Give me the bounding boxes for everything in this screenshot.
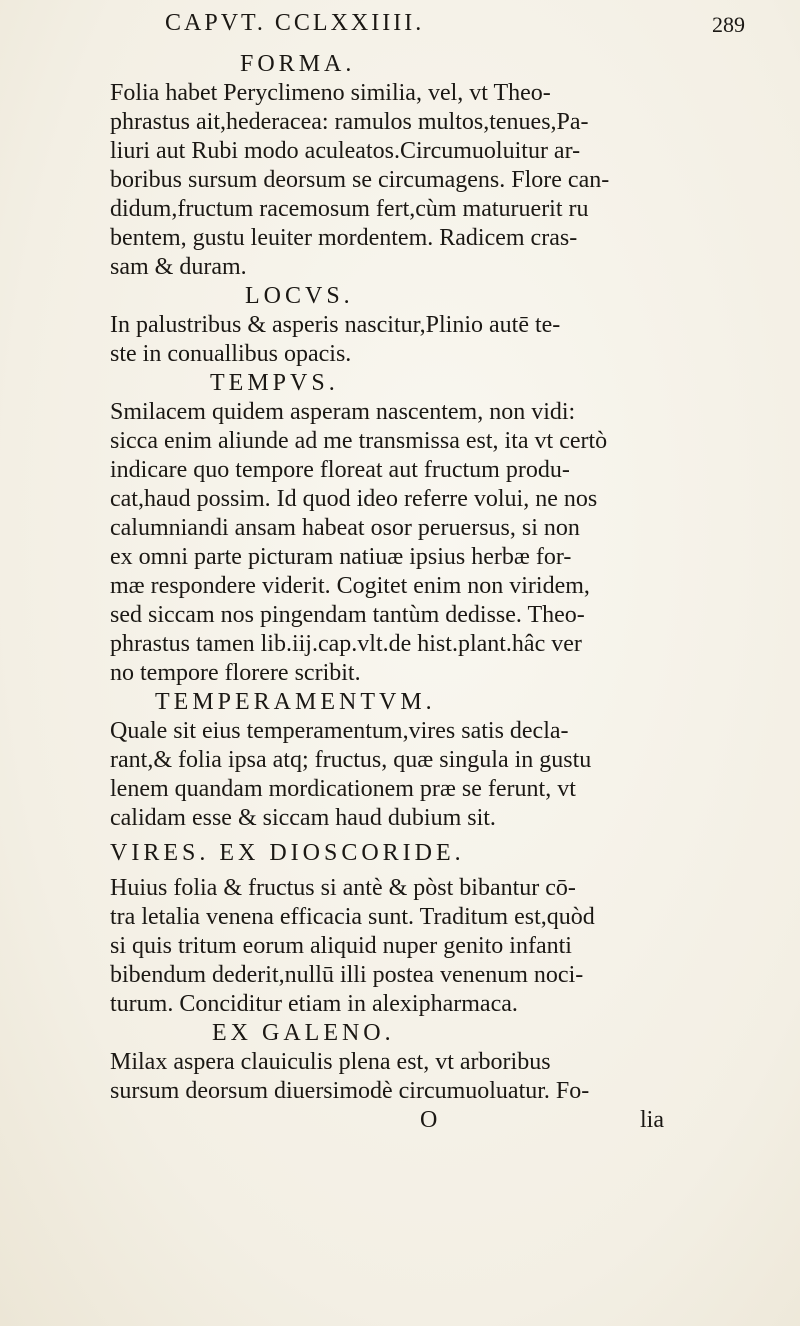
section-forma (110, 79, 730, 282)
text-line: Smilacem quidem asperam nascentem, non vidi: (110, 399, 576, 425)
text-block (110, 50, 730, 1135)
section-temperamentum (110, 717, 730, 833)
heading-forma: FORMA. (240, 51, 356, 77)
text-line: mæ respondere viderit. Cogitet enim non viridem, (110, 573, 590, 599)
running-head: CAPVT. CCLXXIIII. (165, 10, 425, 36)
page-header (0, 10, 800, 50)
section-tempus (110, 398, 730, 688)
text-line: sed siccam nos pingendam tantùm dedisse. Theo- (110, 602, 585, 628)
section-galeno (110, 1048, 730, 1106)
text-line: bentem, gustu leuiter mordentem. Radicem cras- (110, 225, 578, 251)
text-line: calidam esse & siccam haud dubium sit. (110, 805, 496, 831)
text-line: Folia habet Peryclimeno similia, vel, vt Theo- (110, 80, 551, 106)
text-line: sursum deorsum diuersimodè circumuoluatur. Fo- (110, 1078, 590, 1104)
text-line: tra letalia venena efficacia sunt. Traditum est,quòd (110, 904, 595, 930)
heading-galeno: EX GALENO. (212, 1020, 395, 1046)
text-line: cat,haud possim. Id quod ideo referre volui, ne nos (110, 486, 598, 512)
text-line: sicca enim aliunde ad me transmissa est, ita vt certò (110, 428, 608, 454)
text-line: ste in conuallibus opacis. (110, 341, 352, 367)
text-line: ex omni parte picturam natiuæ ipsius herbæ for- (110, 544, 572, 570)
section-vires (110, 874, 730, 1019)
catchword: lia (640, 1107, 664, 1133)
text-line: phrastus tamen lib.iij.cap.vlt.de hist.plant.hâc ver (110, 631, 582, 657)
heading-tempus: TEMPVS. (210, 370, 339, 396)
text-line: phrastus ait,hederacea: ramulos multos,tenues,Pa- (110, 109, 589, 135)
text-line: Quale sit eius temperamentum,vires satis decla- (110, 718, 569, 744)
heading-locus: LOCVS. (245, 283, 354, 309)
text-line: turum. Conciditur etiam in alexipharmaca. (110, 991, 518, 1017)
text-line: boribus sursum deorsum se circumagens. Flore can- (110, 167, 610, 193)
text-line: calumniandi ansam habeat osor peruersus, si non (110, 515, 580, 541)
text-line: liuri aut Rubi modo aculeatos.Circumuoluitur ar- (110, 138, 581, 164)
section-locus (110, 311, 730, 369)
text-line: In palustribus & asperis nascitur,Plinio autē te- (110, 312, 561, 338)
page-footer (110, 1106, 730, 1135)
heading-vires: VIRES. EX DIOSCORIDE. (110, 840, 465, 866)
text-line: rant,& folia ipsa atq; fructus, quæ singula in gustu (110, 747, 592, 773)
text-line: didum,fructum racemosum fert,cùm maturuerit ru (110, 196, 589, 222)
signature-mark: O (420, 1107, 438, 1133)
text-line: si quis tritum eorum aliquid nuper genito infanti (110, 933, 572, 959)
text-line: bibendum dederit,nullū illi postea venenum noci- (110, 962, 584, 988)
text-line: Milax aspera clauiculis plena est, vt arboribus (110, 1049, 551, 1075)
page-number: 289 (712, 12, 745, 37)
text-line: sam & duram. (110, 254, 247, 280)
text-line: no tempore florere scribit. (110, 660, 361, 686)
heading-temperamentum: TEMPERAMENTVM. (155, 689, 436, 715)
text-line: Huius folia & fructus si antè & pòst bibantur cō- (110, 875, 576, 901)
text-line: lenem quandam mordicationem præ se ferunt, vt (110, 776, 576, 802)
text-line: indicare quo tempore floreat aut fructum produ- (110, 457, 570, 483)
